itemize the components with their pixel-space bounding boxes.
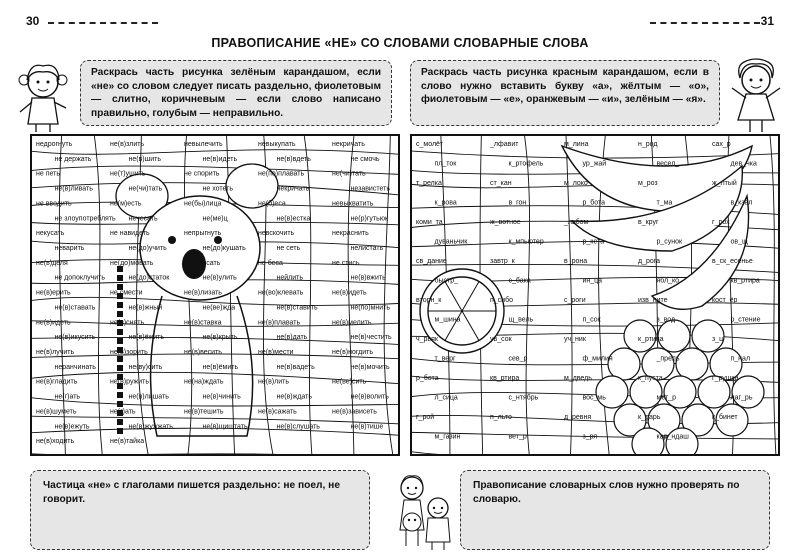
word-label: невыкупать bbox=[258, 141, 296, 148]
word-label: вет_р bbox=[508, 433, 527, 441]
word-label: нейлить bbox=[276, 274, 304, 282]
word-label: в_круг bbox=[638, 219, 659, 226]
word-label: непрыгнуть bbox=[184, 230, 222, 238]
girl-illustration-left bbox=[14, 58, 72, 134]
word-label: не стись bbox=[332, 259, 360, 267]
word-label: быстр_ bbox=[434, 277, 459, 285]
word-label: не(до)кушать bbox=[202, 245, 246, 252]
koala-eye-left bbox=[168, 236, 176, 244]
word-label: ув_сок bbox=[490, 336, 512, 343]
word-label: не вводить bbox=[36, 200, 72, 208]
word-label: сев_р bbox=[508, 355, 528, 363]
word-label: не(в)гладить bbox=[36, 378, 78, 386]
word-label: неварить bbox=[54, 245, 85, 252]
koala-coloring-picture bbox=[32, 136, 400, 456]
word-label: не(в)ёжить bbox=[128, 334, 164, 342]
instruction-left: Раскрась часть рисунка зелёным карандашом, если «не» со словом следует писать раздельно, фиолетовым — слитно, коричневым — если слово написано правильно, голубым — неправильно. bbox=[80, 60, 392, 126]
word-label: кв_ртира bbox=[730, 277, 760, 285]
word-label: не(в)злить bbox=[110, 141, 145, 148]
word-label: не(в)ставать bbox=[54, 304, 96, 312]
word-label: п_сибо bbox=[490, 297, 513, 304]
instruction-right: Раскрась часть рисунка красным карандашом, если в слово нужно вставить букву «а», жёлтым — «о», фиолетовым — «е», оранжевым — «и», зелёным — «я». bbox=[410, 60, 720, 126]
word-label: с_бака bbox=[508, 277, 531, 285]
word-label: в_рона bbox=[564, 258, 588, 265]
word-label: не(ве)сить bbox=[332, 378, 367, 386]
header-dash-left bbox=[48, 22, 158, 24]
word-label: не(в)ёмить bbox=[202, 363, 239, 371]
word-label: не(в)снять bbox=[110, 319, 145, 327]
word-label: не петь bbox=[36, 170, 61, 178]
word-label: св_дание bbox=[416, 258, 447, 265]
word-label: не(ве)жда bbox=[202, 304, 236, 312]
page-number-left: 30 bbox=[26, 14, 40, 28]
grape bbox=[664, 376, 696, 408]
word-label: не(в)честить bbox=[350, 334, 392, 342]
word-label: в_ск_есенье bbox=[712, 258, 753, 265]
word-label: не(т)ушить bbox=[110, 170, 146, 178]
word-label: в_гон bbox=[508, 199, 527, 207]
word-label: щ_вель bbox=[508, 316, 534, 324]
word-label: р_сунок bbox=[656, 238, 683, 246]
word-label: с_нтябрь bbox=[508, 394, 539, 402]
word-label: не(чи)тать bbox=[332, 170, 366, 178]
word-label: изв_ните bbox=[638, 297, 668, 304]
word-label: не(в)зорить bbox=[110, 349, 148, 356]
word-label: не(в)ставка bbox=[184, 319, 222, 327]
word-label: г_рох bbox=[712, 219, 730, 226]
word-label: не(до)учить bbox=[128, 245, 167, 252]
page-number-right: 31 bbox=[760, 14, 774, 28]
grape bbox=[596, 376, 628, 408]
word-label: н_род bbox=[638, 141, 658, 148]
word-label: не(в)лизать bbox=[184, 289, 222, 297]
word-label: не(в)сажать bbox=[258, 408, 297, 416]
word-label: дев_чка bbox=[730, 160, 757, 168]
word-label: не(на)ждать bbox=[184, 378, 224, 386]
word-label: _прель bbox=[656, 355, 680, 363]
word-label: некусать bbox=[36, 230, 65, 238]
word-label: ф_милия bbox=[582, 355, 613, 363]
word-label: мет_р bbox=[656, 394, 676, 402]
word-label: не(по)плавать bbox=[258, 170, 305, 178]
word-label: не беса bbox=[258, 259, 283, 267]
grape bbox=[676, 348, 708, 380]
word-label: не смести bbox=[110, 289, 143, 297]
word-label: к_дарь bbox=[638, 414, 661, 421]
word-label: т_релка bbox=[416, 180, 442, 187]
word-label: ж_вотное bbox=[490, 219, 521, 226]
word-label: к_бинет bbox=[712, 414, 738, 421]
word-label: к_пуста bbox=[638, 375, 663, 382]
rule-box-left: Частица «не» с глаголами пишется раздельно: не поел, не говорит. bbox=[30, 470, 370, 550]
word-label: не(бы)лица bbox=[184, 200, 222, 208]
word-label: д_рога bbox=[638, 258, 661, 265]
word-label: вос_мь bbox=[582, 394, 606, 402]
word-label: не(до)мовать bbox=[110, 259, 154, 267]
word-label: невыхватить bbox=[332, 200, 374, 208]
word-label: кост_ёр bbox=[712, 297, 738, 304]
word-label: р_бота bbox=[416, 375, 439, 382]
word-label: к_ртофель bbox=[508, 160, 544, 168]
word-label: не(в)ходить bbox=[36, 438, 75, 446]
word-label: г_рой bbox=[416, 414, 435, 421]
word-label: _льбом bbox=[564, 219, 589, 226]
word-label: р_бота bbox=[582, 199, 606, 207]
word-label: невылечить bbox=[184, 141, 223, 148]
word-label: некричать bbox=[276, 185, 310, 193]
word-label: м_шина bbox=[434, 316, 461, 324]
word-label: _лфавит bbox=[490, 141, 519, 148]
word-label: п_льто bbox=[490, 414, 512, 421]
word-label: не(в)крыть bbox=[202, 334, 238, 342]
word-label: не(в)дать bbox=[276, 334, 308, 342]
word-label: л_сица bbox=[434, 394, 458, 402]
word-label: не держать bbox=[54, 155, 92, 163]
word-label: не(в)мочить bbox=[350, 363, 390, 371]
word-label: не(в)ежуть bbox=[54, 423, 90, 431]
word-label: сах_р bbox=[712, 141, 731, 148]
word-label: не(в)естка bbox=[276, 215, 311, 223]
word-label: м_роз bbox=[638, 180, 658, 187]
word-label: не(в)идеть bbox=[202, 155, 238, 163]
word-label: не сеть bbox=[276, 245, 301, 252]
word-label: т_верг bbox=[434, 355, 456, 363]
word-label: не(по)мнить bbox=[350, 304, 391, 312]
word-label: не(в)тайка bbox=[110, 438, 145, 446]
word-label: лаг_рь bbox=[730, 394, 753, 402]
word-label: не(в)жный bbox=[128, 304, 163, 312]
word-label: неранчинать bbox=[54, 363, 96, 371]
grape bbox=[632, 428, 664, 456]
word-label: не(в)ливать bbox=[54, 185, 93, 193]
word-label: не(в)зависеть bbox=[332, 408, 377, 416]
word-label: не(г)ать bbox=[54, 393, 81, 401]
word-label: вторн_к bbox=[416, 297, 442, 304]
word-label: не(в)вжить bbox=[350, 274, 386, 282]
word-label: не(м)есть bbox=[110, 200, 142, 208]
rule-box-right: Правописание словарных слов нужно проверять по словарю. bbox=[460, 470, 770, 550]
word-label: не(в)идеть bbox=[332, 289, 367, 297]
word-label: недрогнуть bbox=[36, 141, 73, 148]
word-label: не(в)плавать bbox=[258, 319, 301, 327]
word-label: кв_ртира bbox=[490, 375, 520, 382]
word-label: не спорить bbox=[184, 170, 220, 178]
word-label: не(в)идеть bbox=[36, 319, 71, 327]
word-label: не(в)шить bbox=[128, 155, 162, 163]
word-label: с_молёт bbox=[416, 141, 444, 148]
word-label: к_мпьютер bbox=[508, 238, 544, 246]
word-label: не(ву)сить bbox=[128, 363, 163, 371]
word-label: не(в)икусить bbox=[54, 334, 96, 342]
word-label: м_лина bbox=[564, 141, 589, 148]
fruit-coloring-panel bbox=[410, 134, 780, 456]
koala-eye-right bbox=[214, 236, 222, 244]
word-label: не(в)лить bbox=[258, 378, 289, 386]
word-label: не(в)ставить bbox=[276, 304, 318, 312]
word-label: не(в)вадеть bbox=[276, 363, 315, 371]
word-label: не(в)волить bbox=[350, 393, 389, 401]
word-label: м_дведь bbox=[564, 375, 592, 382]
word-label: г_рушка bbox=[712, 375, 739, 382]
word-label: не хотеть bbox=[202, 185, 234, 193]
word-label: ов_щ bbox=[730, 238, 748, 246]
word-label: не смочь bbox=[350, 155, 380, 163]
word-label: р_кета bbox=[582, 238, 605, 246]
word-label: нелистать bbox=[350, 245, 384, 252]
word-label: т_ма bbox=[656, 199, 673, 207]
word-label: з_вод bbox=[656, 316, 676, 324]
word-label: д_ревня bbox=[564, 414, 592, 421]
word-label: не(чи)тать bbox=[128, 185, 163, 193]
word-label: коми_та bbox=[416, 219, 443, 226]
word-label: п_сок bbox=[582, 316, 601, 324]
word-label: не(в)тише bbox=[350, 423, 384, 431]
children-illustration-bottom bbox=[388, 470, 460, 552]
word-label: не(в)ногдить bbox=[332, 349, 373, 356]
word-label: в_кзал bbox=[730, 199, 753, 207]
word-label: уч_ник bbox=[564, 336, 586, 343]
word-label: не(ме)ц bbox=[202, 215, 228, 223]
word-label: ж_лтый bbox=[712, 180, 737, 187]
word-label: р_стение bbox=[730, 316, 761, 324]
word-label: не(в)весить bbox=[184, 349, 222, 356]
word-label: не(в)лучить bbox=[36, 349, 75, 356]
word-label: не(в)ерить bbox=[36, 289, 71, 297]
word-label: к_рова bbox=[434, 199, 457, 207]
word-label: нельзясать bbox=[184, 259, 221, 267]
word-label: не(в)слушать bbox=[276, 423, 320, 431]
word-label: не(б)еса bbox=[258, 200, 286, 208]
word-label: с_роги bbox=[564, 297, 586, 304]
word-label: не(в)лишать bbox=[128, 393, 169, 401]
word-label: не(в)ружить bbox=[110, 378, 149, 386]
fruit-coloring-picture bbox=[412, 136, 780, 456]
koala-coloring-panel bbox=[30, 134, 400, 456]
girl-illustration-right bbox=[726, 58, 786, 134]
word-label: не допоклучить bbox=[54, 274, 106, 282]
page-title: ПРАВОПИСАНИЕ «НЕ» СО СЛОВАМИ СЛОВАРНЫЕ СЛОВА bbox=[211, 36, 589, 50]
word-label: не(в)мести bbox=[258, 349, 294, 356]
word-label: не(р)гутьюк bbox=[350, 215, 389, 223]
word-label: п_нал bbox=[730, 355, 751, 363]
word-label: не(в)жужжать bbox=[128, 423, 173, 431]
word-label: ст_кан bbox=[490, 180, 512, 187]
word-label: весел_ bbox=[656, 160, 680, 168]
word-label: не(в)чинить bbox=[202, 393, 241, 401]
word-label: пл_ток bbox=[434, 160, 457, 168]
word-label: не(в)вдеть bbox=[276, 155, 311, 163]
word-label: дуваньчик bbox=[434, 238, 468, 246]
word-label: ч_рвяк bbox=[416, 336, 438, 343]
word-label: ябл_ко bbox=[656, 277, 679, 285]
word-label: ин_ца bbox=[582, 277, 603, 285]
word-label: к_ртина bbox=[638, 336, 664, 343]
word-label: кар_ндаш bbox=[656, 433, 689, 441]
grape bbox=[608, 348, 640, 380]
word-label: не(в)шуметь bbox=[36, 408, 77, 416]
word-label: независтеть bbox=[350, 185, 390, 193]
word-label: не(в)щиштать bbox=[202, 423, 248, 431]
word-label: не(до)статок bbox=[128, 274, 170, 282]
word-label: невскочить bbox=[258, 230, 295, 238]
word-label: завтр_к bbox=[490, 258, 515, 265]
word-label: не(в)ждать bbox=[276, 393, 312, 401]
word-label: некричать bbox=[332, 141, 365, 148]
word-label: не(г)ать bbox=[110, 408, 136, 416]
word-label: м_газин bbox=[434, 433, 461, 441]
word-label: не(во)клевать bbox=[258, 289, 304, 297]
word-label: некраснить bbox=[332, 230, 369, 238]
header-dash-right bbox=[650, 22, 760, 24]
word-label: не(в)тешить bbox=[184, 408, 224, 416]
word-label: не(в)мелить bbox=[332, 319, 372, 327]
word-label: не навидеть bbox=[110, 230, 150, 238]
word-label: не(в)улить bbox=[202, 274, 237, 282]
word-label: не злоупотреблять bbox=[54, 215, 116, 223]
word-label: не(в)деля bbox=[36, 259, 68, 267]
word-label: м_локо bbox=[564, 180, 588, 187]
grape bbox=[666, 428, 698, 456]
word-label: ур_жай bbox=[582, 160, 607, 168]
word-label: нечесать bbox=[128, 215, 158, 223]
word-label: з_ц bbox=[712, 336, 724, 343]
word-label: з_ря bbox=[582, 433, 598, 441]
